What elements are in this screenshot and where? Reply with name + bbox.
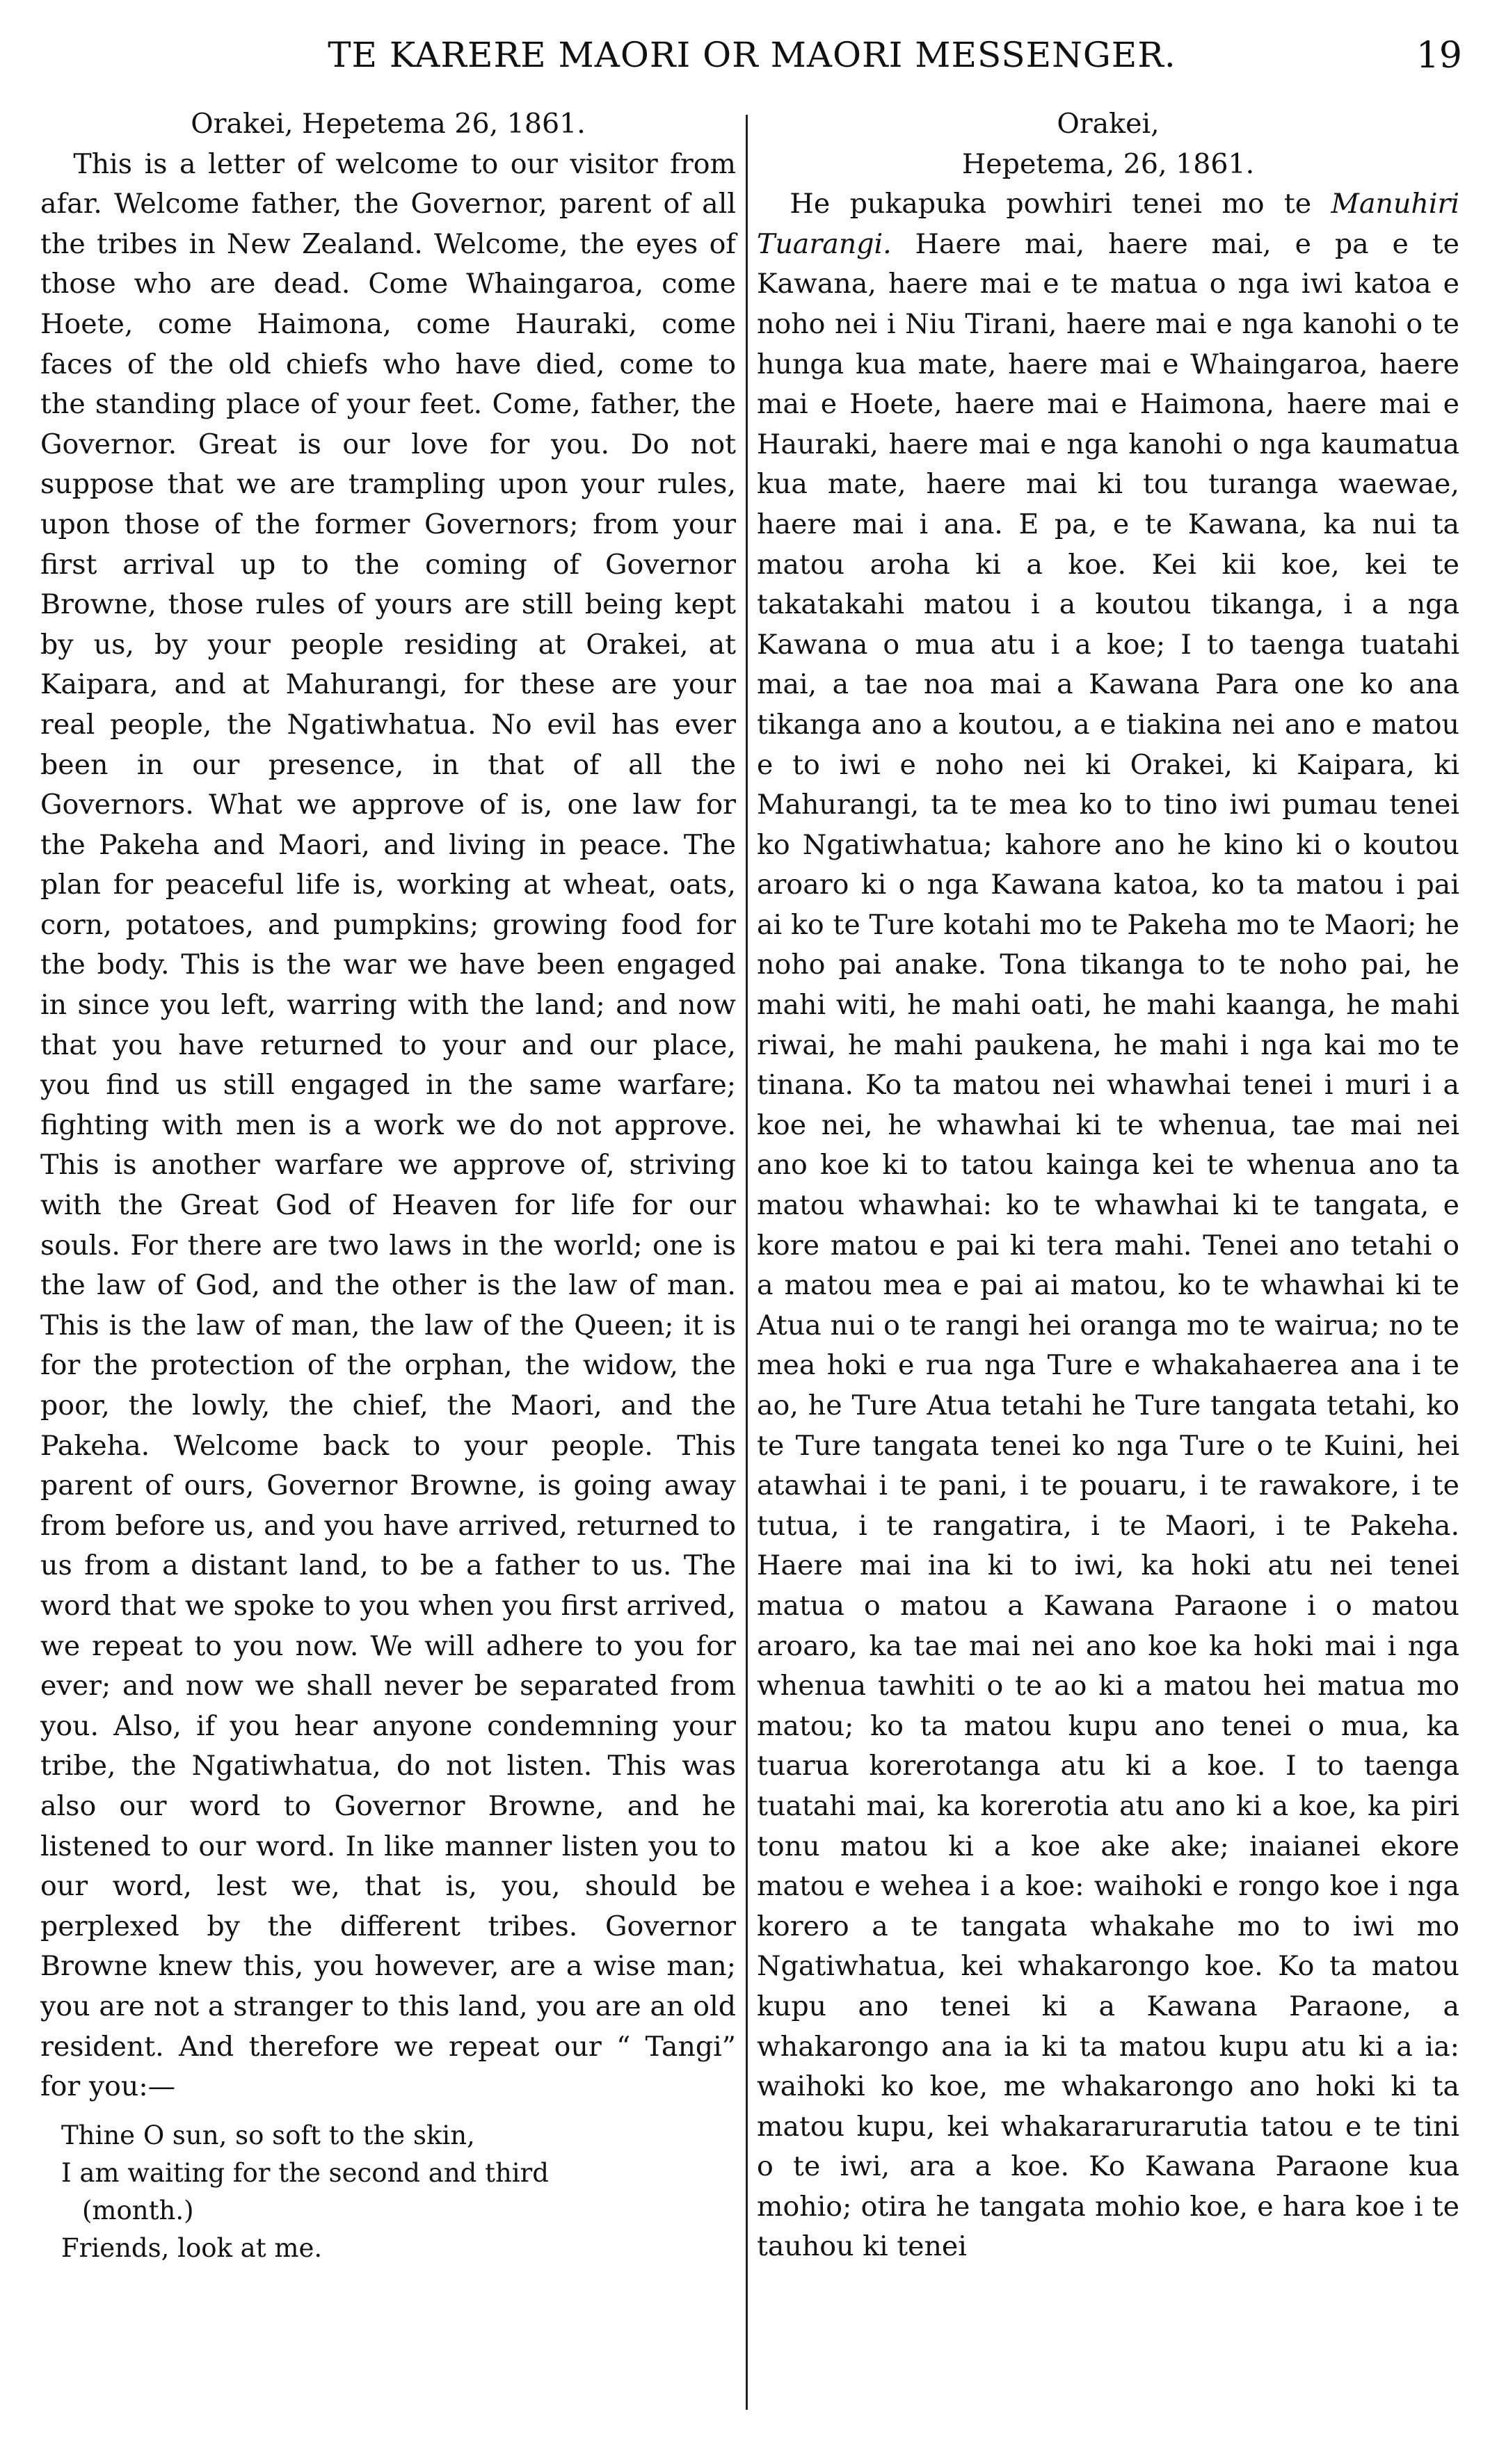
- verse-line: Thine O sun, so soft to the skin,: [61, 2120, 475, 2150]
- english-dateline: Orakei, Hepetema 26, 1861.: [191, 108, 586, 140]
- maori-dateline-date: Hepetema, 26, 1861.: [961, 147, 1255, 180]
- verse-line: I am waiting for the second and third: [61, 2157, 549, 2188]
- english-verse: [40, 2117, 736, 2267]
- verse-line: (month.): [82, 2195, 194, 2225]
- maori-column: [757, 104, 1459, 2267]
- newspaper-title: TE KARERE MAORI OR MAORI MESSENGER.: [328, 35, 1176, 75]
- verse-line: Friends, look at me.: [61, 2232, 323, 2263]
- page-number: 19: [1416, 35, 1462, 77]
- english-column: [40, 104, 736, 2267]
- column-divider: [746, 115, 748, 2410]
- maori-dateline-place: Orakei,: [1057, 108, 1160, 140]
- english-letter-body: This is a letter of welcome to our visitor from afar. Welcome father, the Governor, parent of all the tribes in New Zealand. Welcome, the eyes of those who are dead. Come Whaingaroa, come Hoete, come Haimona, come Hauraki, come faces of the old chiefs who have died, come to the standing place of your feet. Come, father, the Governor. Great is our love for you. Do not suppose that we are trampling upon your rules, upon those of the former Governors; from your first arrival up to the coming of Governor Browne, those rules of yours are still being kept by us, by your people residing at Orakei, at Kaipara, and at Mahurangi, for these are your real people, the Ngatiwhatua. No evil has ever been in our presence, in that of all the Governors. What we approve of is, one law for the Pakeha and Maori, and living in peace. The plan for peaceful life is, working at wheat, oats, corn, potatoes, and pumpkins; growing food for the body. This is the war we have been engaged in since you left, warring with the land; and now that you have returned to your and our place, you find us still engaged in the same warfare; fighting with men is a work we do not approve. This is another warfare we approve of, striving with the Great God of Heaven for life for our souls. For there are two laws in the world; one is the law of God, and the other is the law of man. This is the law of man, the law of the Queen; it is for the protection of the orphan, the widow, the poor, the lowly, the chief, the Maori, and the Pakeha. Welcome back to your people. This parent of ours, Governor Browne, is going away from before us, and you have arrived, returned to us from a distant land, to be a father to us. The word that we spoke to you when you first arrived, we repeat to you now. We will adhere to you for ever; and now we shall never be separated from you. Also, if you hear anyone condemning your tribe, the Ngatiwhatua, do not listen. This was also our word to Governor Browne, and he listened to our word. In like manner listen you to our word, lest we, that is, you, should be perplexed by the different tribes. Governor Browne knew this, you however, are a wise man; you are not a stranger to this land, you are an old resident. And therefore we repeat our “ Tangi” for you:—: [40, 147, 736, 2103]
- maori-body-text: Haere mai, haere mai, e pa e te Kawana, haere mai e te matua o nga iwi katoa e noho nei i Niu Tirani, haere mai e nga kanohi o te hunga kua mate, haere mai e Whaingaroa, haere mai e Hoete, haere mai e Haimona, haere mai e Hauraki, haere mai e nga kanohi o nga kaumatua kua mate, haere mai ki tou turanga waewae, haere mai i ana. E pa, e te Kawana, ka nui ta matou aroha ki a koe. Kei kii koe, kei te takatakahi matou i a koutou tikanga, i a nga Kawana o mua atu i a koe; I to taenga tuatahi mai, a tae noa mai a Kawana Para one ko ana tikanga ano a koutou, a e tiakina nei ano e matou e to iwi e noho nei ki Orakei, ki Kaipara, ki Mahurangi, ta te mea ko to tino iwi pumau tenei ko Ngatiwhatua; kahore ano he kino ki o koutou aroaro ki o nga Kawana katoa, ko ta matou i pai ai ko te Ture kotahi mo te Pakeha mo te Maori; he noho pai anake. Tona tikanga to te noho pai, he mahi witi, he mahi oati, he mahi kaanga, he mahi riwai, he mahi paukena, he mahi i nga kai mo te tinana. Ko ta matou nei whawhai tenei i muri i a koe nei, he whawhai ki te whenua, tae mai nei ano koe ki to tatou kainga kei te whenua ano ta matou whawhai: ko te whawhai ki te tangata, e kore matou e pai ki tera mahi. Tenei ano tetahi o a matou mea e pai ai matou, ko te whawhai ki te Atua nui o te rangi hei oranga mo te wairua; no te mea hoki e rua nga Ture e whakahaerea ana i te ao, he Ture Atua tetahi he Ture tangata tetahi, ko te Ture tangata tenei ko nga Ture o te Kuini, hei atawhai i te pani, i te pouaru, i te rawakore, i te tutua, i te rangatira, i te Maori, i te Pakeha. Haere mai ina ki to iwi, ka hoki atu nei tenei matua o matou a Kawana Paraone i o matou aroaro, ka tae mai nei ano koe ka hoki mai i nga whenua tawhiti o te ao ki a matou hei matua mo matou; ko ta matou kupu ano tenei o mua, ka tuarua korerotanga atu ki a koe. I to taenga tuatahi mai, ka korerotia atu ano ki a koe, ka piri tonu matou ki a koe ake ake; inaianei ekore matou e wehea i a koe: waihoki e rongo koe i nga korero a te tangata whakahe mo to iwi mo Ngatiwhatua, kei whakarongo koe. Ko ta matou kupu ano tenei ki a Kawana Paraone, a whakarongo ana ia ki ta matou kupu atu ki a ia: waihoki ko koe, me whakarongo ano hoki ki ta matou kupu, kei whakararurarutia tatou e te tini o te iwi, ara a koe. Ko Kawana Paraone kua mohio; otira he tangata mohio koe, e hara koe i te tauhou ki tenei: [757, 227, 1459, 2263]
- maori-body-italic: Manuhiri Tuarangi.: [757, 188, 1459, 260]
- maori-body-intro: He pukapuka powhiri tenei mo te: [790, 188, 1331, 220]
- maori-letter-body: [757, 184, 1459, 2267]
- page-header: [0, 35, 1490, 83]
